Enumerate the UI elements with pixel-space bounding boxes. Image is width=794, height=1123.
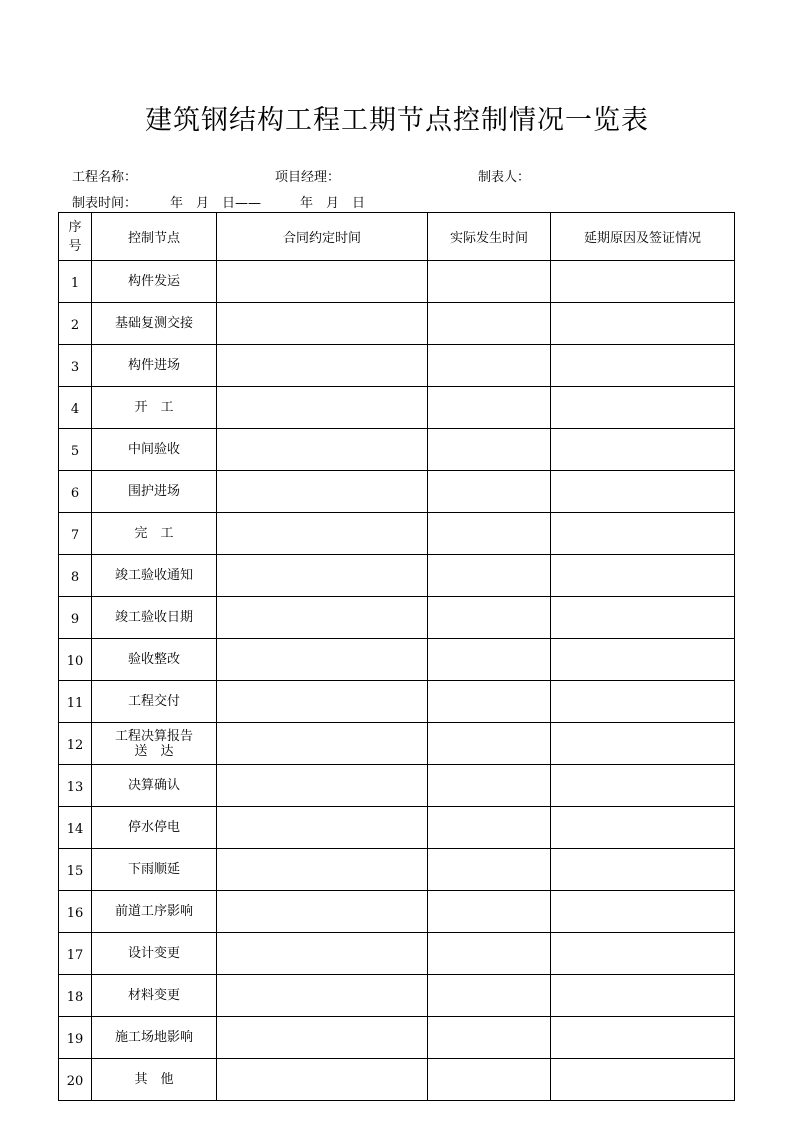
delay-reason-cell[interactable] (551, 471, 735, 513)
delay-reason-cell[interactable] (551, 387, 735, 429)
row-control-node (92, 387, 217, 429)
row-seq: 2 (59, 303, 92, 345)
table-row (59, 765, 735, 807)
contract-time-cell[interactable] (217, 261, 428, 303)
row-control-node (92, 723, 217, 765)
table-row (59, 807, 735, 849)
control-node-text: 完 工 (134, 526, 174, 541)
control-node-text: 下雨顺延 (127, 862, 180, 877)
actual-time-cell[interactable] (428, 345, 551, 387)
table-row (59, 681, 735, 723)
row-control-node (92, 555, 217, 597)
row-seq: 15 (59, 849, 92, 891)
row-seq: 18 (59, 975, 92, 1017)
control-node-text: 竣工验收日期 (114, 610, 193, 625)
row-seq: 5 (59, 429, 92, 471)
row-control-node (92, 345, 217, 387)
contract-time-cell[interactable] (217, 807, 428, 849)
control-node-text: 送 达 (134, 743, 174, 759)
delay-reason-cell[interactable] (551, 849, 735, 891)
delay-reason-cell[interactable] (551, 345, 735, 387)
table-row (59, 387, 735, 429)
row-seq: 16 (59, 891, 92, 933)
row-seq: 10 (59, 639, 92, 681)
schedule-table (58, 212, 735, 1101)
header-seq-line2: 号 (68, 238, 82, 254)
actual-time-cell[interactable] (428, 387, 551, 429)
contract-time-cell[interactable] (217, 891, 428, 933)
actual-time-cell[interactable] (428, 555, 551, 597)
control-node-text: 基础复测交接 (114, 316, 193, 331)
row-seq: 12 (59, 723, 92, 765)
row-control-node (92, 471, 217, 513)
row-control-node (92, 597, 217, 639)
actual-time-cell[interactable] (428, 681, 551, 723)
control-node-text: 决算确认 (127, 778, 180, 793)
control-node-text: 停水停电 (127, 820, 180, 835)
row-seq: 14 (59, 807, 92, 849)
header-seq (59, 213, 92, 261)
delay-reason-cell[interactable] (551, 597, 735, 639)
actual-time-cell[interactable] (428, 639, 551, 681)
row-seq: 1 (59, 261, 92, 303)
contract-time-cell[interactable] (217, 639, 428, 681)
header-seq-line1: 序 (68, 219, 82, 235)
actual-time-cell[interactable] (428, 849, 551, 891)
table-row (59, 1059, 735, 1101)
contract-time-cell[interactable] (217, 513, 428, 555)
table-row (59, 345, 735, 387)
actual-time-cell[interactable] (428, 807, 551, 849)
control-node-text: 中间验收 (127, 442, 180, 457)
actual-time-cell[interactable] (428, 1017, 551, 1059)
contract-time-cell[interactable] (217, 597, 428, 639)
row-seq: 7 (59, 513, 92, 555)
control-node-text: 施工场地影响 (114, 1030, 193, 1045)
table-row (59, 597, 735, 639)
delay-reason-cell[interactable] (551, 723, 735, 765)
actual-time-cell[interactable] (428, 429, 551, 471)
contract-time-cell[interactable] (217, 555, 428, 597)
row-control-node (92, 849, 217, 891)
table-row (59, 933, 735, 975)
control-node-text: 前道工序影响 (114, 904, 193, 919)
row-control-node (92, 1059, 217, 1101)
row-seq: 9 (59, 597, 92, 639)
delay-reason-cell[interactable] (551, 681, 735, 723)
table-row (59, 1017, 735, 1059)
actual-time-cell[interactable] (428, 723, 551, 765)
contract-time-cell[interactable] (217, 303, 428, 345)
table-row (59, 303, 735, 345)
actual-time-cell[interactable] (428, 471, 551, 513)
row-control-node (92, 1017, 217, 1059)
control-node-text: 构件发运 (127, 274, 180, 289)
table-row (59, 555, 735, 597)
control-node-text: 工程决算报告 (114, 728, 193, 744)
row-control-node (92, 681, 217, 723)
delay-reason-cell[interactable] (551, 429, 735, 471)
actual-time-cell[interactable] (428, 891, 551, 933)
delay-reason-cell[interactable] (551, 555, 735, 597)
table-row (59, 891, 735, 933)
page-title: 建筑钢结构工程工期节点控制情况一览表 (145, 105, 649, 136)
delay-reason-cell[interactable] (551, 933, 735, 975)
project-name-label: 工程名称： (72, 170, 138, 185)
actual-time-cell[interactable] (428, 303, 551, 345)
table-row (59, 975, 735, 1017)
row-control-node (92, 303, 217, 345)
preparer-label: 制表人： (478, 170, 531, 185)
contract-time-cell[interactable] (217, 345, 428, 387)
contract-time-cell[interactable] (217, 723, 428, 765)
row-control-node (92, 975, 217, 1017)
header-contract-time: 合同约定时间 (217, 213, 428, 261)
actual-time-cell[interactable] (428, 765, 551, 807)
contract-time-cell[interactable] (217, 975, 428, 1017)
control-node-text: 工程交付 (127, 694, 180, 709)
row-seq: 8 (59, 555, 92, 597)
table-row (59, 849, 735, 891)
table-row (59, 513, 735, 555)
table-row (59, 471, 735, 513)
delay-reason-cell[interactable] (551, 975, 735, 1017)
actual-time-cell[interactable] (428, 1059, 551, 1101)
actual-time-cell[interactable] (428, 513, 551, 555)
control-node-text: 围护进场 (127, 484, 180, 499)
delay-reason-cell[interactable] (551, 513, 735, 555)
table-body (59, 261, 735, 1101)
project-manager-label: 项目经理： (275, 170, 341, 185)
row-control-node (92, 261, 217, 303)
row-control-node (92, 933, 217, 975)
table-row (59, 429, 735, 471)
contract-time-cell[interactable] (217, 681, 428, 723)
table-row (59, 639, 735, 681)
row-control-node (92, 639, 217, 681)
contract-time-cell[interactable] (217, 765, 428, 807)
row-seq: 3 (59, 345, 92, 387)
delay-reason-cell[interactable] (551, 639, 735, 681)
contract-time-cell[interactable] (217, 1017, 428, 1059)
control-node-text: 设计变更 (127, 946, 180, 961)
table-row (59, 261, 735, 303)
delay-reason-cell[interactable] (551, 303, 735, 345)
contract-time-cell[interactable] (217, 471, 428, 513)
control-node-text: 竣工验收通知 (114, 568, 193, 583)
contract-time-cell[interactable] (217, 933, 428, 975)
row-seq: 4 (59, 387, 92, 429)
row-seq: 11 (59, 681, 92, 723)
row-control-node (92, 513, 217, 555)
table-row (59, 723, 735, 765)
control-node-text: 其 他 (134, 1072, 174, 1087)
row-control-node (92, 765, 217, 807)
control-node-text: 构件进场 (127, 358, 180, 373)
row-seq: 6 (59, 471, 92, 513)
delay-reason-cell[interactable] (551, 891, 735, 933)
prepared-time-label: 制表时间： (72, 196, 138, 211)
row-seq: 19 (59, 1017, 92, 1059)
header-control-node: 控制节点 (92, 213, 217, 261)
delay-reason-cell[interactable] (551, 1059, 735, 1101)
contract-time-cell[interactable] (217, 387, 428, 429)
row-seq: 20 (59, 1059, 92, 1101)
actual-time-cell[interactable] (428, 933, 551, 975)
control-node-text: 材料变更 (127, 988, 180, 1003)
header-delay-reason: 延期原因及签证情况 (551, 213, 735, 261)
delay-reason-cell[interactable] (551, 807, 735, 849)
control-node-text: 验收整改 (127, 652, 180, 667)
control-node-text: 开 工 (134, 400, 174, 415)
actual-time-cell[interactable] (428, 261, 551, 303)
delay-reason-cell[interactable] (551, 261, 735, 303)
row-control-node (92, 429, 217, 471)
delay-reason-cell[interactable] (551, 765, 735, 807)
contract-time-cell[interactable] (217, 849, 428, 891)
row-seq: 13 (59, 765, 92, 807)
delay-reason-cell[interactable] (551, 1017, 735, 1059)
actual-time-cell[interactable] (428, 597, 551, 639)
row-seq: 17 (59, 933, 92, 975)
contract-time-cell[interactable] (217, 429, 428, 471)
contract-time-cell[interactable] (217, 1059, 428, 1101)
row-control-node (92, 891, 217, 933)
actual-time-cell[interactable] (428, 975, 551, 1017)
row-control-node (92, 807, 217, 849)
header-actual-time: 实际发生时间 (428, 213, 551, 261)
prepared-time-range: 年 月 日—— 年 月 日 (170, 196, 366, 211)
table-header-row (59, 213, 735, 261)
